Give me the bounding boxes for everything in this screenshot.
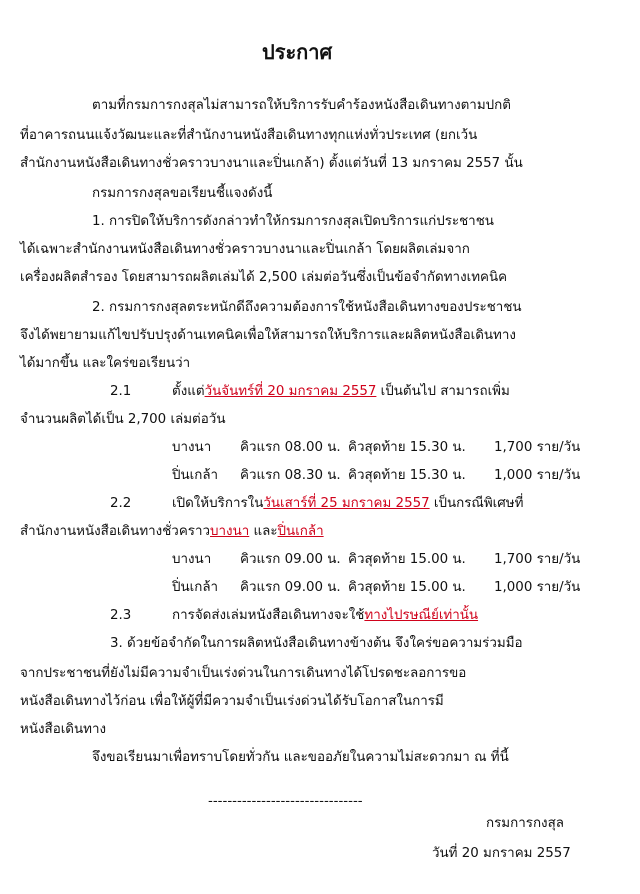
- schedule-site: บางนา: [172, 552, 212, 567]
- schedule-first-queue: คิวแรก 09.00 น.: [240, 580, 341, 595]
- schedule-row: [0, 578, 640, 598]
- item-2-3-line-1: [172, 606, 478, 626]
- item-2-2-post: เป็นกรณีพิเศษที่: [429, 496, 524, 511]
- item-2-2-pinklao-highlight: ปิ่นเกล้า: [277, 524, 324, 539]
- signature-separator: --------------------------------: [208, 794, 363, 809]
- item-2-2-line-2: [20, 522, 324, 542]
- item-2-2-pre: เปิดให้บริการใน: [172, 496, 264, 511]
- schedule-last-queue: คิวสุดท้าย 15.00 น.: [348, 552, 466, 567]
- point-1-line-2: ได้เฉพาะสำนักงานหนังสือเดินทางชั่วคราวบางนาและปิ่นเกล้า โดยผลิตเล่มจาก: [20, 242, 470, 257]
- intro-line-4: กรมการกงสุลขอเรียนชี้แจงดังนี้: [92, 186, 273, 201]
- item-2-1-line-2: จำนวนผลิตได้เป็น 2,700 เล่มต่อวัน: [20, 412, 226, 427]
- point-3-line-2: จากประชาชนที่ยังไม่มีความจำเป็นเร่งด่วนในการเดินทางได้โปรดชะลอการขอ: [20, 666, 467, 681]
- schedule-row: [0, 438, 640, 458]
- schedule-capacity: 1,000 ราย/วัน: [494, 468, 581, 483]
- intro-line-3: สำนักงานหนังสือเดินทางชั่วคราวบางนาและปิ่นเกล้า) ตั้งแต่วันที่ 13 มกราคม 2557 นั้น: [20, 156, 523, 171]
- item-2-1-post: เป็นต้นไป สามารถเพิ่ม: [376, 384, 510, 399]
- schedule-site: บางนา: [172, 440, 212, 455]
- page-title: ประกาศ: [262, 40, 333, 64]
- point-3-line-3: หนังสือเดินทางไว้ก่อน เพื่อให้ผู้ที่มีความจำเป็นเร่งด่วนได้รับโอกาสในการมี: [20, 694, 444, 709]
- schedule-last-queue: คิวสุดท้าย 15.30 น.: [348, 468, 466, 483]
- point-2-line-2: จึงได้พยายามแก้ไขปรับปรุงด้านเทคนิคเพื่อให้สามารถให้บริการและผลิตหนังสือเดินทาง: [20, 328, 516, 343]
- intro-line-1: ตามที่กรมการกงสุลไม่สามารถให้บริการรับคำร้องหนังสือเดินทางตามปกติ: [92, 98, 511, 113]
- item-2-1-pre: ตั้งแต่: [172, 384, 205, 399]
- point-2-line-1: 2. กรมการกงสุลตระหนักดีถึงความต้องการใช้หนังสือเดินทางของประชาชน: [92, 300, 522, 315]
- schedule-row: [0, 550, 640, 570]
- item-2-1-line-1: [172, 382, 510, 402]
- schedule-last-queue: คิวสุดท้าย 15.30 น.: [348, 440, 466, 455]
- item-2-2-bangna-highlight: บางนา: [210, 524, 250, 539]
- item-2-2-date-highlight: วันเสาร์ที่ 25 มกราคม 2557: [263, 496, 430, 511]
- schedule-capacity: 1,000 ราย/วัน: [494, 580, 581, 595]
- schedule-first-queue: คิวแรก 09.00 น.: [240, 552, 341, 567]
- signature-date: วันที่ 20 มกราคม 2557: [432, 846, 571, 861]
- closing-line: จึงขอเรียนมาเพื่อทราบโดยทั่วกัน และขออภัยในความไม่สะดวกมา ณ ที่นี้: [92, 750, 509, 765]
- point-1-line-3: เครื่องผลิตสำรอง โดยสามารถผลิตเล่มได้ 2,500 เล่มต่อวันซึ่งเป็นข้อจำกัดทางเทคนิค: [20, 270, 508, 285]
- item-2-3-post-highlight: ทางไปรษณีย์เท่านั้น: [364, 608, 479, 623]
- item-2-2-number: 2.2: [110, 496, 132, 511]
- schedule-last-queue: คิวสุดท้าย 15.00 น.: [348, 580, 466, 595]
- point-3-line-4: หนังสือเดินทาง: [20, 722, 107, 737]
- item-2-3-number: 2.3: [110, 608, 132, 623]
- item-2-3-pre: การจัดส่งเล่มหนังสือเดินทางจะใช้: [172, 608, 365, 623]
- point-1-line-1: 1. การปิดให้บริการดังกล่าวทำให้กรมการกงสุลเปิดบริการแก่ประชาชน: [92, 214, 494, 229]
- signature-org: กรมการกงสุล: [486, 816, 564, 831]
- schedule-first-queue: คิวแรก 08.30 น.: [240, 468, 341, 483]
- point-3-line-1: 3. ด้วยข้อจำกัดในการผลิตหนังสือเดินทางข้างต้น จึงใคร่ขอความร่วมมือ: [110, 636, 523, 651]
- item-2-1-number: 2.1: [110, 384, 132, 399]
- point-2-line-3: ได้มากขึ้น และใคร่ขอเรียนว่า: [20, 356, 191, 371]
- item-2-2-office: สำนักงานหนังสือเดินทางชั่วคราว: [20, 524, 211, 539]
- item-2-2-line-1: [172, 494, 523, 514]
- schedule-site: ปิ่นเกล้า: [172, 468, 219, 483]
- schedule-row: [0, 466, 640, 486]
- intro-line-2: ที่อาคารถนนแจ้งวัฒนะและที่สำนักงานหนังสือเดินทางทุกแห่งทั่วประเทศ (ยกเว้น: [20, 128, 478, 143]
- item-2-2-and: และ: [249, 524, 278, 539]
- item-2-1-date-highlight: วันจันทร์ที่ 20 มกราคม 2557: [204, 384, 377, 399]
- schedule-site: ปิ่นเกล้า: [172, 580, 219, 595]
- schedule-capacity: 1,700 ราย/วัน: [494, 552, 581, 567]
- schedule-capacity: 1,700 ราย/วัน: [494, 440, 581, 455]
- schedule-first-queue: คิวแรก 08.00 น.: [240, 440, 341, 455]
